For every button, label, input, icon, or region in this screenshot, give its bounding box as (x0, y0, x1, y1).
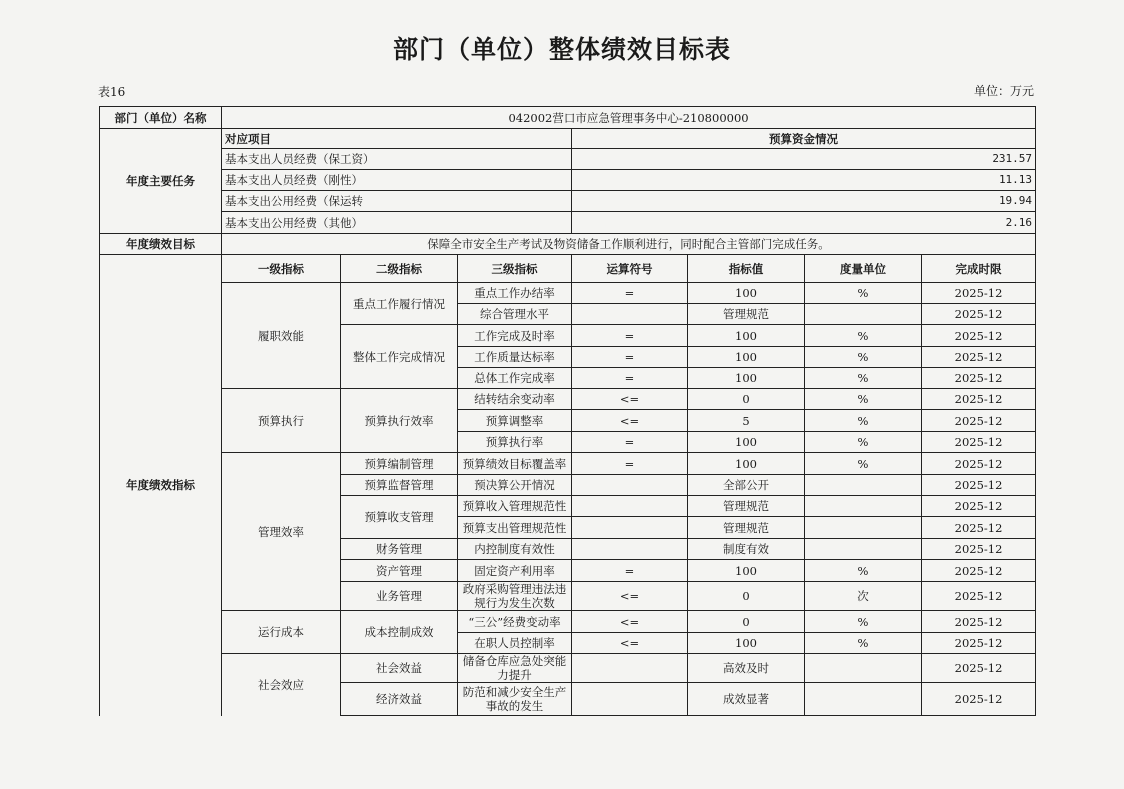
page-title: 部门（单位）整体绩效目标表 (392, 35, 731, 64)
task-row (100, 149, 1036, 170)
task-row (100, 170, 1036, 191)
indicator-operator: = (572, 453, 688, 475)
indicator-operator: = (572, 432, 688, 453)
indicator-value: 全部公开 (688, 475, 805, 496)
indicator-value: 管理规范 (688, 304, 805, 325)
header-unit: 度量单位 (805, 255, 922, 283)
tasks-col-item: 对应项目 (222, 129, 572, 149)
indicator-level2: 重点工作履行情况 (341, 283, 458, 325)
indicator-deadline: 2025-12 (922, 410, 1036, 432)
indicator-deadline: 2025-12 (922, 611, 1036, 633)
indicator-level3: 在职人员控制率 (458, 633, 572, 654)
indicator-level2: 财务管理 (341, 539, 458, 560)
indicator-level3: 储备仓库应急处突能力提升 (458, 654, 572, 683)
indicator-level2: 业务管理 (341, 582, 458, 611)
indicator-deadline: 2025-12 (922, 304, 1036, 325)
task-row (100, 191, 1036, 212)
indicator-unit: % (805, 611, 922, 633)
indicator-deadline: 2025-12 (922, 475, 1036, 496)
table-body (100, 107, 1036, 716)
indicator-deadline: 2025-12 (922, 368, 1036, 389)
indicator-deadline: 2025-12 (922, 517, 1036, 539)
indicator-header-row (100, 255, 1036, 283)
indicator-deadline: 2025-12 (922, 496, 1036, 517)
indicator-operator: <= (572, 633, 688, 654)
indicator-operator: <= (572, 582, 688, 611)
indicator-level3: 预算执行率 (458, 432, 572, 453)
indicator-value: 0 (688, 389, 805, 410)
indicator-value: 100 (688, 283, 805, 304)
tasks-header-row (100, 129, 1036, 149)
goal-row (100, 234, 1036, 255)
indicator-deadline: 2025-12 (922, 654, 1036, 683)
indicator-deadline: 2025-12 (922, 539, 1036, 560)
indicator-level3: 内控制度有效性 (458, 539, 572, 560)
indicator-unit (805, 304, 922, 325)
indicator-deadline: 2025-12 (922, 283, 1036, 304)
indicator-operator (572, 475, 688, 496)
task-amount: 231.57 (572, 149, 1036, 170)
tasks-col-budget: 预算资金情况 (572, 129, 1036, 149)
indicator-operator (572, 654, 688, 683)
task-item: 基本支出人员经费（刚性） (222, 170, 572, 191)
page-cutoff (99, 733, 1035, 789)
indicator-value: 100 (688, 368, 805, 389)
indicator-operator (572, 683, 688, 716)
indicator-operator (572, 304, 688, 325)
indicator-level3: 预算调整率 (458, 410, 572, 432)
table-number: 表16 (98, 85, 126, 99)
indicator-unit: % (805, 347, 922, 368)
performance-target-table (99, 106, 1036, 716)
header-level3: 三级指标 (458, 255, 572, 283)
indicator-deadline: 2025-12 (922, 389, 1036, 410)
tasks-label: 年度主要任务 (100, 129, 222, 234)
indicator-deadline: 2025-12 (922, 633, 1036, 654)
indicator-level3: 工作完成及时率 (458, 325, 572, 347)
indicator-operator (572, 496, 688, 517)
indicator-value: 0 (688, 582, 805, 611)
indicator-unit (805, 539, 922, 560)
indicator-value: 100 (688, 560, 805, 582)
indicator-unit (805, 475, 922, 496)
indicator-deadline: 2025-12 (922, 560, 1036, 582)
indicator-deadline: 2025-12 (922, 453, 1036, 475)
unit-label: 单位：万元 (973, 84, 1034, 98)
indicator-deadline: 2025-12 (922, 432, 1036, 453)
task-amount: 2.16 (572, 212, 1036, 234)
indicator-level3: 预算绩效目标覆盖率 (458, 453, 572, 475)
indicator-value: 高效及时 (688, 654, 805, 683)
indicators-label: 年度绩效指标 (100, 255, 222, 716)
indicator-operator: <= (572, 611, 688, 633)
indicator-level1: 管理效率 (222, 453, 341, 611)
indicator-unit (805, 654, 922, 683)
indicator-operator: = (572, 560, 688, 582)
goal-label: 年度绩效目标 (100, 234, 222, 255)
goal-value: 保障全市安全生产考试及物资储备工作顺利进行，同时配合主管部门完成任务。 (222, 234, 1036, 255)
indicator-value: 管理规范 (688, 517, 805, 539)
indicator-level3: 预决算公开情况 (458, 475, 572, 496)
task-amount: 11.13 (572, 170, 1036, 191)
indicator-value: 5 (688, 410, 805, 432)
indicator-deadline: 2025-12 (922, 325, 1036, 347)
indicator-row (100, 283, 1036, 304)
header-value: 指标值 (688, 255, 805, 283)
indicator-level2: 资产管理 (341, 560, 458, 582)
indicator-operator: = (572, 283, 688, 304)
indicator-unit: % (805, 368, 922, 389)
dept-value: 042002营口市应急管理事务中心-210800000 (222, 107, 1036, 129)
task-row (100, 212, 1036, 234)
indicator-level2: 社会效益 (341, 654, 458, 683)
indicator-unit: % (805, 560, 922, 582)
indicator-unit: % (805, 633, 922, 654)
indicator-unit: % (805, 325, 922, 347)
indicator-unit: 次 (805, 582, 922, 611)
indicator-value: 100 (688, 432, 805, 453)
indicator-operator (572, 539, 688, 560)
indicator-value: 100 (688, 633, 805, 654)
indicator-value: 100 (688, 325, 805, 347)
indicator-value: 100 (688, 453, 805, 475)
indicator-row (100, 389, 1036, 410)
indicator-unit: % (805, 453, 922, 475)
indicator-unit (805, 517, 922, 539)
indicator-row (100, 611, 1036, 633)
indicator-deadline: 2025-12 (922, 683, 1036, 716)
indicator-level3: 防范和减少安全生产事故的发生 (458, 683, 572, 716)
task-amount: 19.94 (572, 191, 1036, 212)
indicator-value: 制度有效 (688, 539, 805, 560)
task-item: 基本支出人员经费（保工资） (222, 149, 572, 170)
indicator-row (100, 654, 1036, 683)
indicator-operator: = (572, 368, 688, 389)
header-deadline: 完成时限 (922, 255, 1036, 283)
indicator-level3: 总体工作完成率 (458, 368, 572, 389)
indicator-level3: 重点工作办结率 (458, 283, 572, 304)
indicator-level1: 社会效应 (222, 654, 341, 716)
indicator-value: 100 (688, 347, 805, 368)
indicator-operator: = (572, 325, 688, 347)
indicator-level2: 预算监督管理 (341, 475, 458, 496)
header-level1: 一级指标 (222, 255, 341, 283)
indicator-value: 管理规范 (688, 496, 805, 517)
indicator-operator: = (572, 347, 688, 368)
indicator-unit: % (805, 432, 922, 453)
indicator-level3: “三公”经费变动率 (458, 611, 572, 633)
indicator-value: 成效显著 (688, 683, 805, 716)
indicator-operator: <= (572, 410, 688, 432)
indicator-level2: 预算收支管理 (341, 496, 458, 539)
indicator-unit (805, 683, 922, 716)
indicator-operator: <= (572, 389, 688, 410)
indicator-unit: % (805, 283, 922, 304)
indicator-deadline: 2025-12 (922, 347, 1036, 368)
header-operator: 运算符号 (572, 255, 688, 283)
indicator-level2: 预算编制管理 (341, 453, 458, 475)
indicator-unit (805, 496, 922, 517)
task-item: 基本支出公用经费（保运转 (222, 191, 572, 212)
indicator-level3: 工作质量达标率 (458, 347, 572, 368)
dept-row (100, 107, 1036, 129)
indicator-operator (572, 517, 688, 539)
dept-label: 部门（单位）名称 (100, 107, 222, 129)
indicator-level1: 运行成本 (222, 611, 341, 654)
indicator-level1: 预算执行 (222, 389, 341, 453)
task-item: 基本支出公用经费（其他） (222, 212, 572, 234)
indicator-level1: 履职效能 (222, 283, 341, 389)
indicator-level2: 预算执行效率 (341, 389, 458, 453)
indicator-row (100, 453, 1036, 475)
indicator-level3: 政府采购管理违法违规行为发生次数 (458, 582, 572, 611)
indicator-level3: 预算收入管理规范性 (458, 496, 572, 517)
indicator-level3: 综合管理水平 (458, 304, 572, 325)
indicator-level2: 经济效益 (341, 683, 458, 716)
indicator-level2: 成本控制成效 (341, 611, 458, 654)
indicator-level3: 结转结余变动率 (458, 389, 572, 410)
indicator-value: 0 (688, 611, 805, 633)
indicator-unit: % (805, 389, 922, 410)
indicator-level3: 预算支出管理规范性 (458, 517, 572, 539)
indicator-level2: 整体工作完成情况 (341, 325, 458, 389)
header-level2: 二级指标 (341, 255, 458, 283)
indicator-deadline: 2025-12 (922, 582, 1036, 611)
indicator-unit: % (805, 410, 922, 432)
indicator-level3: 固定资产利用率 (458, 560, 572, 582)
